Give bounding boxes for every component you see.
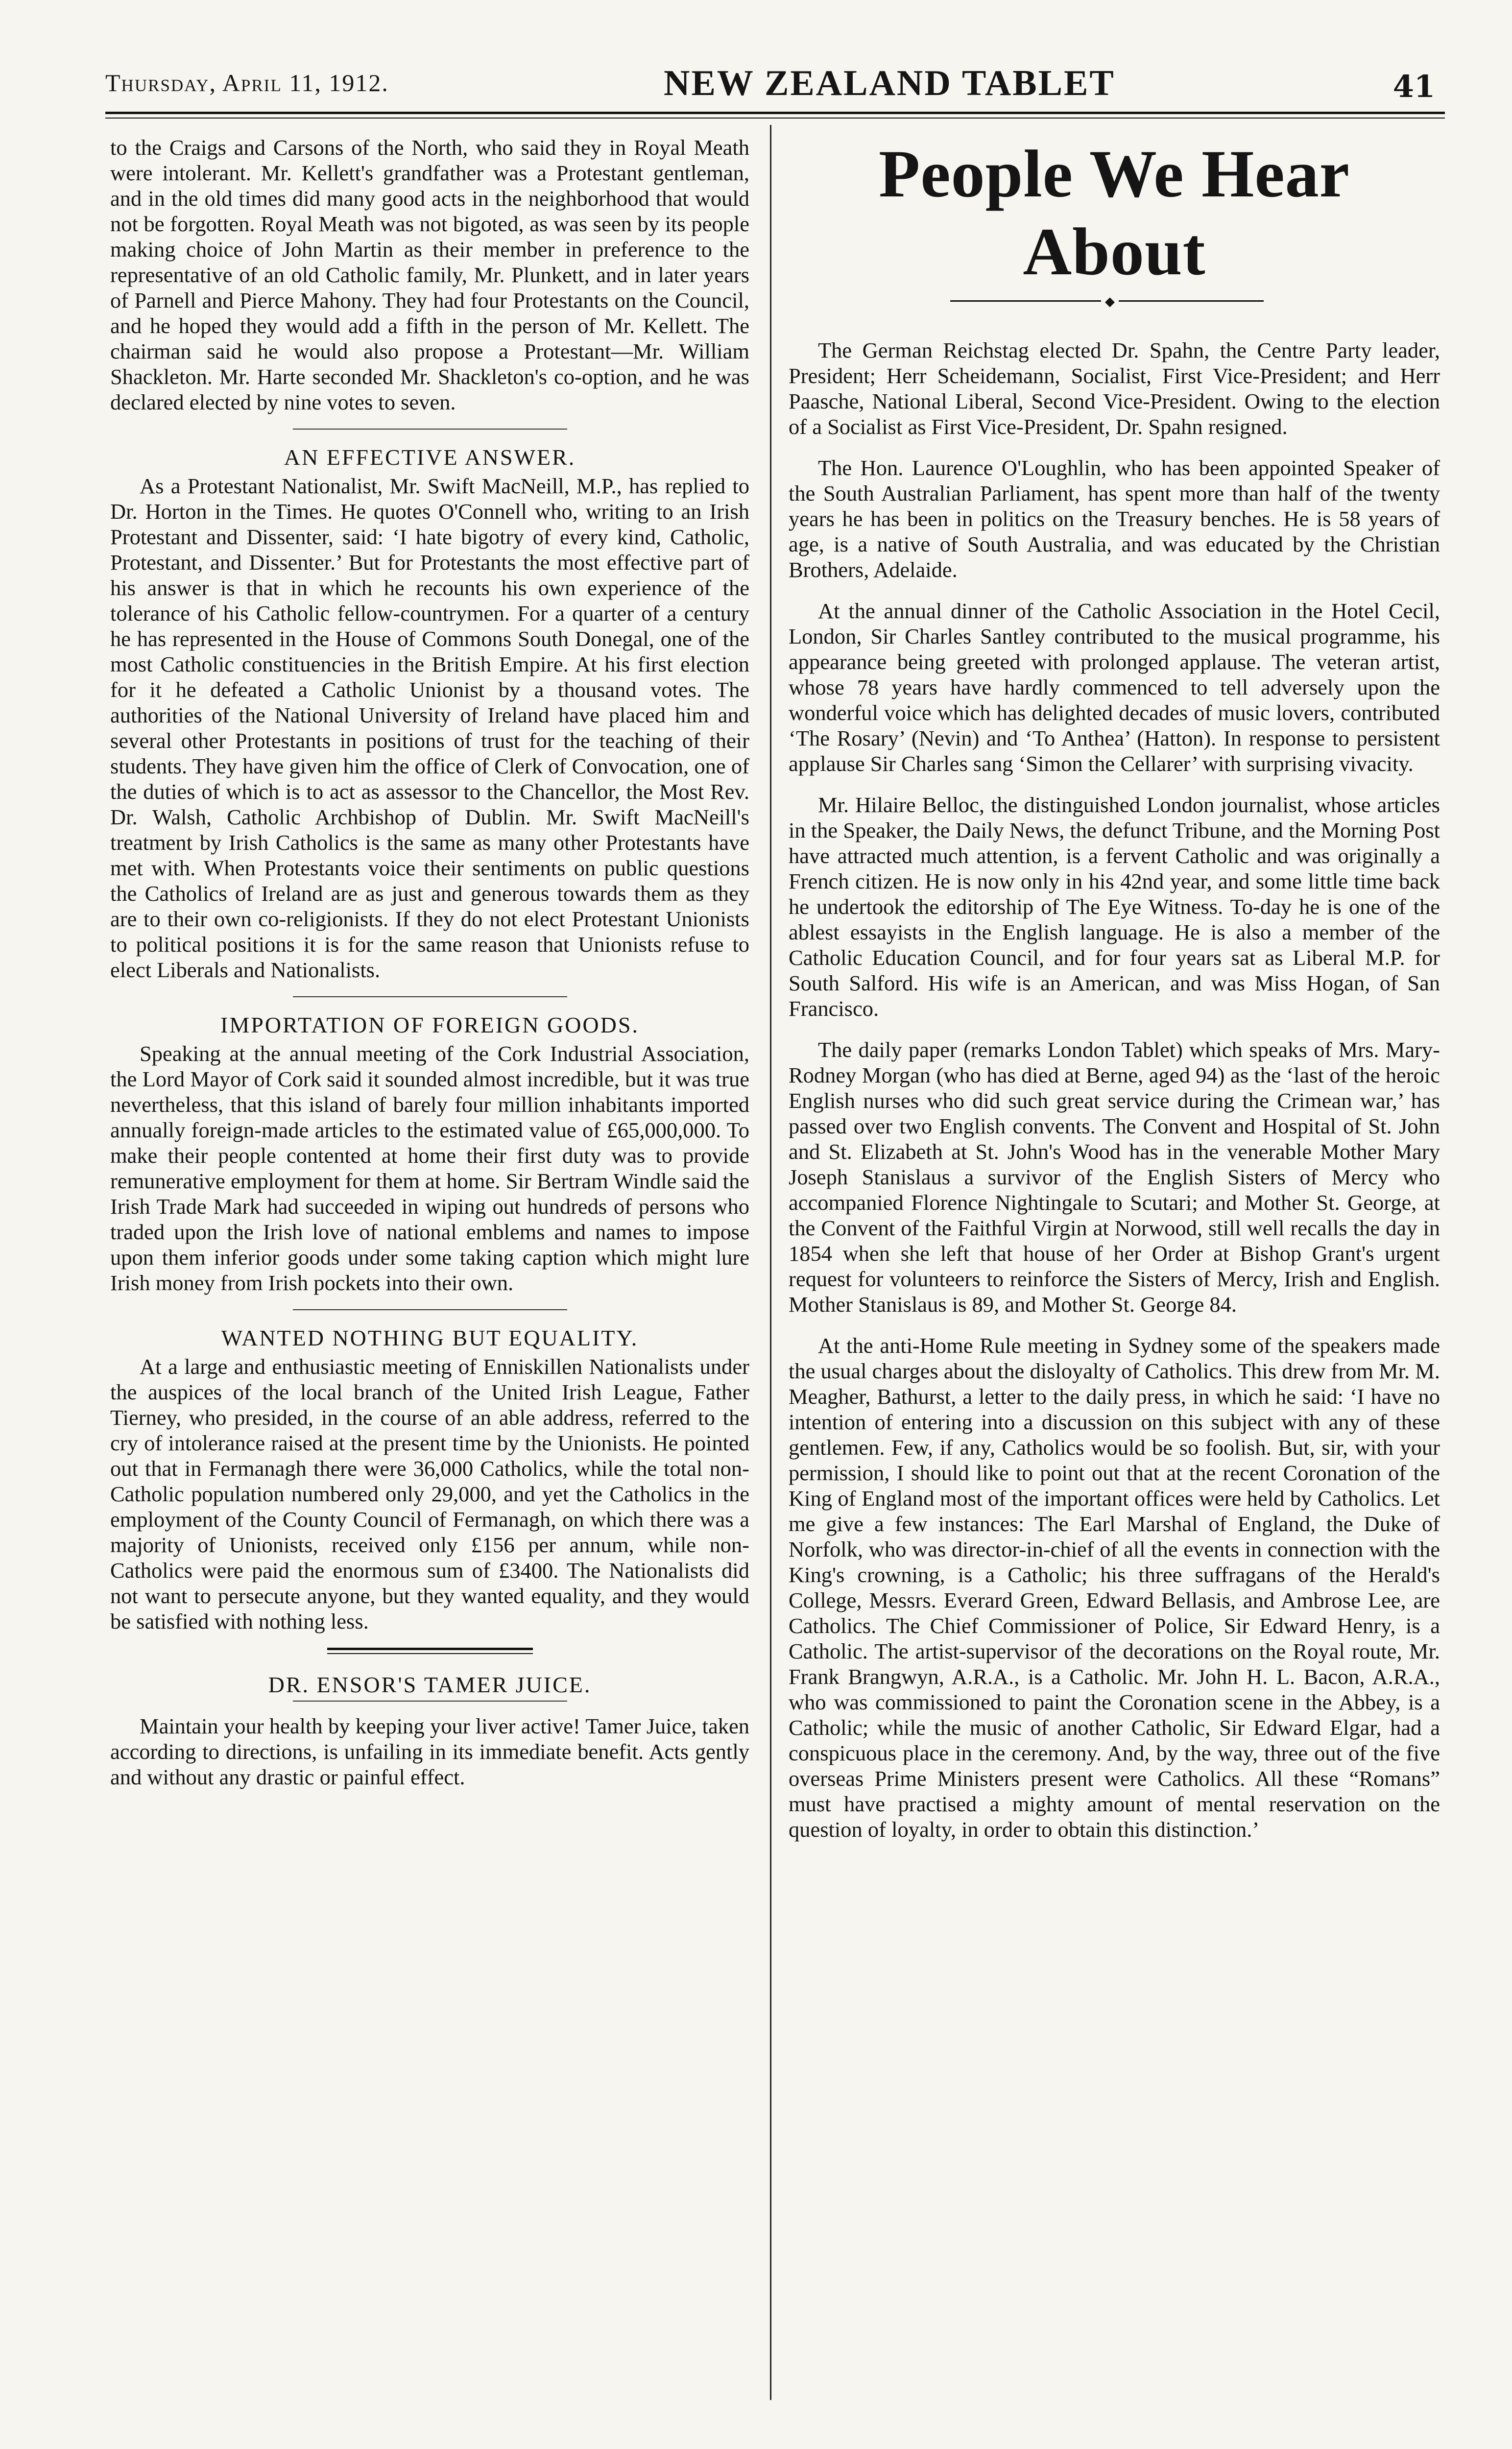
column-title: People We Hear About <box>879 136 1350 289</box>
title-ornament <box>789 293 1440 308</box>
news-item: At the anti-Home Rule meeting in Sydney some of the speakers made the usual charges about the disloyalty of Catholics. This drew from Mr. M. Meagher, Bathurst, a letter to the daily press, in which he said: ‘I have no intention of entering into a discussion on this subject with any of these gentlemen. Few, if any, Catholics would be so foolish. But, sir, with your permission, I should like to point out that at the recent Coronation of the King of England most of the important offices were held by Catholics. Let me give a few instances: The Earl Marshal of England, the Duke of Norfolk, who was director-in-chief of all the events in connection with the King's crowning, is a Catholic; his three suffragans of the Herald's College, Messrs. Everard Green, Edward Bellasis, and Ambrose Lee, are Catholics. The Chief Commissioner of Police, Sir Edward Henry, is a Catholic. The artist-supervisor of the decorations on the Royal route, Mr. Frank Brangwyn, A.R.A., is a Catholic. Mr. John H. L. Bacon, A.R.A., who was commissioned to paint the Coronation scene in the Abbey, is a Catholic; while the music of another Catholic, Sir Edward Elgar, had a conspicuous place in the ceremony. And, by the way, three out of the five overseas Prime Ministers present were Catholics. All these “Romans” must have practised a mighty amount of mental reservation on the question of loyalty, in order to obtain this distinction.’ <box>789 1333 1440 1842</box>
section-rule <box>293 1701 567 1702</box>
section-rule <box>293 996 567 997</box>
advertisement-rule <box>327 1648 533 1654</box>
header-rule <box>105 112 1445 114</box>
header-rule-thin <box>105 118 1445 119</box>
section-rule <box>293 1309 567 1310</box>
news-item: The German Reichstag elected Dr. Spahn, the Centre Party leader, President; Herr Scheidemann, Socialist, First Vice-President; and Herr Paasche, National Liberal, Second Vice-President. Owing to the election of a Socialist as First Vice-President, Dr. Spahn resigned. <box>789 338 1440 439</box>
masthead <box>105 59 1445 113</box>
article-paragraph: At a large and enthusiastic meeting of Enniskillen Nationalists under the auspices of the local branch of the United Irish League, Father Tierney, who presided, in the course of an able address, referred to the cry of intolerance raised at the present time by the Unionists. He pointed out that in Fermanagh there were 36,000 Catholics, while the total non-Catholic population numbered only 29,000, and yet the Catholics in the employment of the County Council of Fermanagh, on which there was a majority of Unionists, received only £156 per annum, while non-Catholics were paid the enormous sum of £3400. The Nationalists did not want to persecute anyone, but they wanted equality, and they would be satisfied with nothing less. <box>110 1354 749 1633</box>
section-heading: IMPORTATION OF FOREIGN GOODS. <box>220 1012 639 1037</box>
advertisement-heading: DR. ENSOR'S TAMER JUICE. <box>268 1672 592 1697</box>
news-item: Mr. Hilaire Belloc, the distinguished London journalist, whose articles in the Speaker, the Daily News, the defunct Tribune, and the Morning Post have attracted much attention, is a fervent Catholic and was originally a French citizen. He is now only in his 42nd year, and some little time back he undertook the editorship of The Eye Witness. To-day he is one of the ablest essayists in the English language. He is also a member of the Catholic Education Council, and for four years sat as Liberal M.P. for South Salford. His wife is an American, and was Miss Hogan, of San Francisco. <box>789 792 1440 1021</box>
right-column <box>789 135 1440 1858</box>
article-paragraph: Speaking at the annual meeting of the Cork Industrial Association, the Lord Mayor of Cork said it sounded almost incredible, but it was true nevertheless, that this island of barely four million inhabitants imported annually foreign-made articles to the estimated value of £65,000,000. To make their people contented at home their first duty was to provide remunerative employment for them at home. Sir Bertram Windle said the Irish Trade Mark had succeeded in wiping out hundreds of persons who traded upon the Irish love of national emblems and names to impose upon them inferior goods under some taking caption which might lure Irish money from Irish pockets into their own. <box>110 1041 749 1295</box>
section-rule <box>293 429 567 430</box>
news-item: The Hon. Laurence O'Loughlin, who has been appointed Speaker of the South Australian Parliament, has spent more than half of the twenty years he has been in politics on the Treasury benches. He is 58 years of age, is a native of South Australia, and was educated by the Christian Brothers, Adelaide. <box>789 456 1440 582</box>
section-heading: WANTED NOTHING BUT EQUALITY. <box>221 1325 639 1350</box>
news-item: The daily paper (remarks London Tablet) which speaks of Mrs. Mary-Rodney Morgan (who has died at Berne, aged 94) as the ‘last of the heroic English nurses who did such great service during the Crimean war,’ has passed over two English convents. The Convent and Hospital of St. John and St. Elizabeth at St. John's Wood has in the venerable Mother Mary Joseph Stanislaus a survivor of the English Sisters of Mercy who accompanied Florence Nightingale to Scutari; and Mother St. George, at the Convent of the Faithful Virgin at Norwood, still well recalls the day in 1854 when she left that house of her Order at Bishop Grant's urgent request for volunteers to reinforce the Sisters of Mercy, Irish and English. Mother Stanislaus is 89, and Mother St. George 84. <box>789 1037 1440 1317</box>
issue-date: Thursday, April 11, 1912. <box>105 69 389 96</box>
page-number: 41 <box>1392 69 1435 104</box>
section-heading: AN EFFECTIVE ANSWER. <box>284 445 576 470</box>
left-column <box>110 135 749 1803</box>
advertisement-text: Maintain your health by keeping your liver active! Tamer Juice, taken according to directions, is unfailing in its immediate benefit. Acts gently and without any drastic or painful effect. <box>110 1714 749 1789</box>
article-paragraph: As a Protestant Nationalist, Mr. Swift MacNeill, M.P., has replied to Dr. Horton in the Times. He quotes O'Connell who, writing to an Irish Protestant and Dissenter, said: ‘I hate bigotry of every kind, Catholic, Protestant, and Dissenter.’ But for Protestants the most effective part of his answer is that in which he recounts his own experience of the tolerance of his Catholic fellow-countrymen. For a quarter of a century he has represented in the House of Commons South Donegal, one of the most Catholic constituencies in the British Empire. At his first election for it he defeated a Catholic Unionist by a thousand votes. The authorities of the National University of Ireland have placed him and several other Protestants in positions of trust for the teaching of their students. They have given him the office of Clerk of Convocation, one of the duties of which is to act as assessor to the Chancellor, the Most Rev. Dr. Walsh, Catholic Archbishop of Dublin. Mr. Swift MacNeill's treatment by Irish Catholics is the same as many other Protestants have met with. When Protestants voice their sentiments on public questions the Catholics of Ireland are as just and generous towards them as they are to their own co-religionists. If they do not elect Protestant Unionists to political positions it is for the same reason that Unionists refuse to elect Liberals and Nationalists. <box>110 474 749 982</box>
diamond-icon: ◆ <box>1101 294 1119 309</box>
article-paragraph: to the Craigs and Carsons of the North, who said they in Royal Meath were intolerant. Mr. Kellett's grandfather was a Protestant gentleman, and in the old times did many good acts in the neighborhood that would not be forgotten. Royal Meath was not bigoted, as was seen by its people making choice of John Martin as their member in preference to the representative of an old Catholic family, Mr. Plunkett, and in later years of Parnell and Pierce Mahony. They had four Protestants on the Council, and he hoped they would add a fifth in the person of Mr. Kellett. The chairman said he would also propose a Protestant—Mr. William Shackleton. Mr. Harte seconded Mr. Shackleton's co-option, and he was declared elected by nine votes to seven. <box>110 135 749 414</box>
news-item: At the annual dinner of the Catholic Association in the Hotel Cecil, London, Sir Charles Santley contributed to the musical programme, his appearance being greeted with prolonged applause. The veteran artist, whose 78 years have hardly commenced to tell adversely upon the wonderful voice which has delighted decades of music lovers, contributed ‘The Rosary’ (Nevin) and ‘To Anthea’ (Hatton). In response to persistent applause Sir Charles sang ‘Simon the Cellarer’ with surprising vivacity. <box>789 599 1440 776</box>
column-divider <box>770 125 771 2400</box>
newspaper-title: NEW ZEALAND TABLET <box>664 63 1115 103</box>
